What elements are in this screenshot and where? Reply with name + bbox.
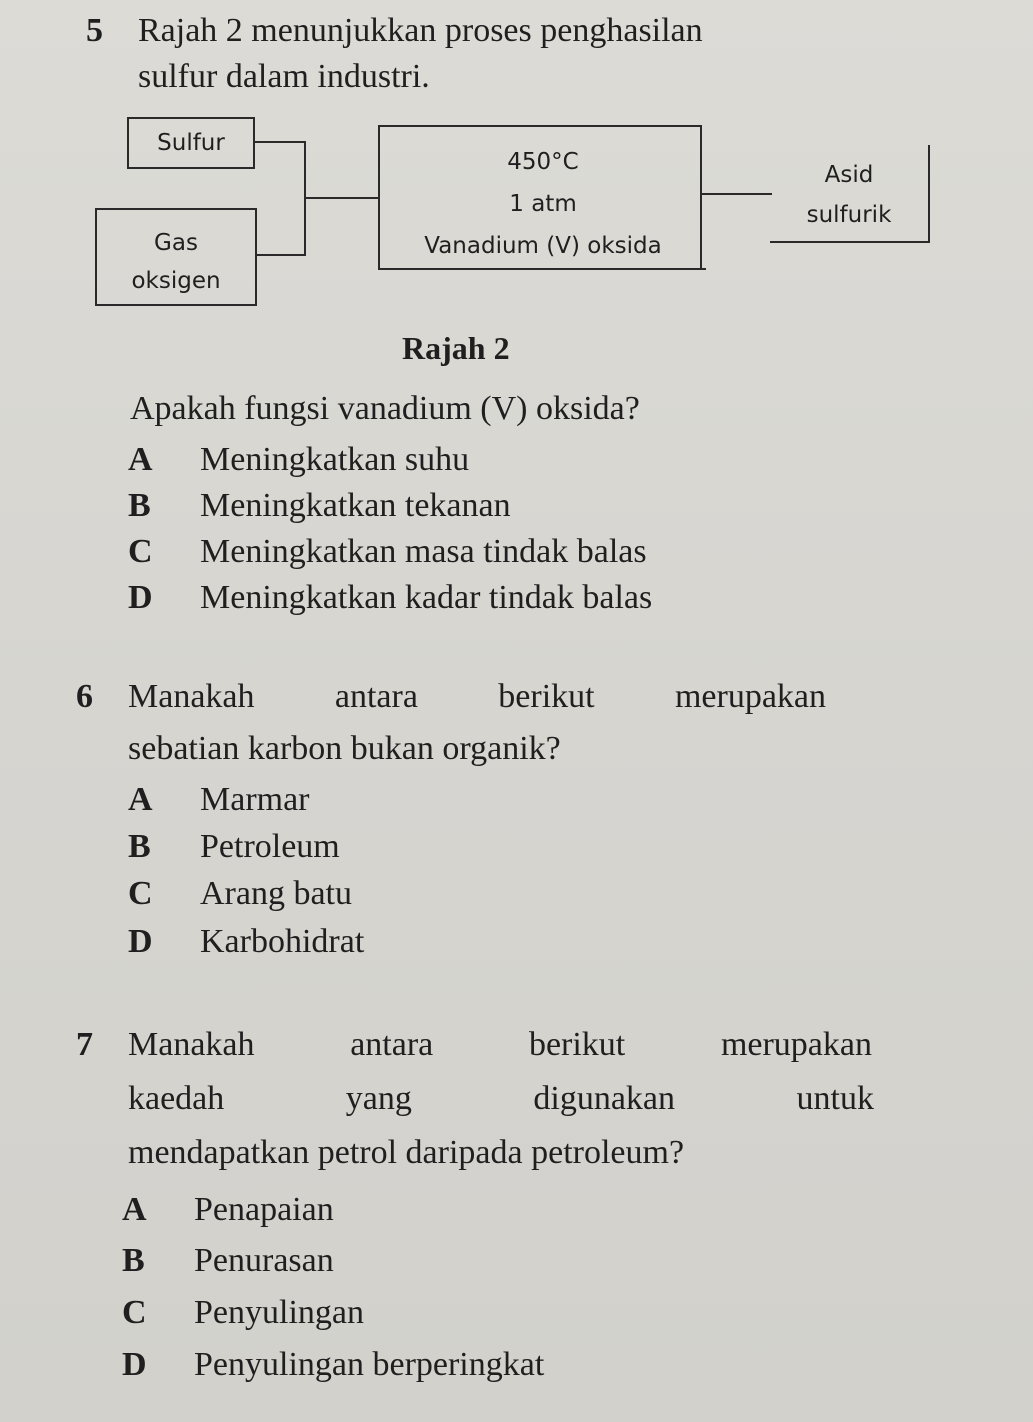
sulfur-label: Sulfur (157, 130, 225, 156)
option-text: Penurasan (194, 1242, 334, 1279)
condition-pressure: 1 atm (509, 191, 577, 217)
q7-word: kaedah (128, 1080, 225, 1117)
q6-stem-line1 (76, 674, 826, 720)
q7-word: untuk (796, 1080, 874, 1117)
option-text: Meningkatkan kadar tindak balas (200, 579, 653, 616)
q7-option-a (122, 1190, 334, 1230)
option-letter: C (128, 533, 153, 570)
q7-stem-line2 (128, 1076, 874, 1122)
q6-option-b (128, 827, 340, 867)
product-box (770, 145, 930, 243)
option-letter: C (128, 875, 153, 912)
q6-word: Manakah (128, 678, 255, 715)
q5-option-b (128, 486, 511, 526)
q5-question: Apakah fungsi vanadium (V) oksida? (130, 390, 640, 427)
option-letter: B (128, 487, 151, 524)
q6-number: 6 (76, 678, 93, 715)
q7-word: Manakah (128, 1026, 255, 1063)
q7-word: berikut (528, 1026, 626, 1063)
connector-oxygen (257, 254, 305, 256)
q5-stem-text: Rajah 2 menunjukkan proses penghasilan (138, 12, 703, 49)
connector-sulfur (255, 141, 305, 143)
q7-number: 7 (76, 1026, 93, 1063)
option-text: Meningkatkan suhu (200, 441, 470, 478)
oxygen-box (95, 208, 257, 306)
option-letter: D (128, 923, 153, 960)
option-letter: B (122, 1242, 145, 1279)
condition-catalyst: Vanadium (V) oksida (424, 233, 662, 259)
q6-stem-line2: sebatian karbon bukan organik? (128, 730, 561, 767)
option-letter: A (128, 781, 153, 818)
reactor-box (378, 125, 706, 270)
q7-stem-line1 (76, 1022, 872, 1068)
option-letter: D (128, 579, 153, 616)
q6-word: merupakan (674, 678, 826, 715)
q6-word: berikut (498, 678, 595, 715)
option-text: Meningkatkan masa tindak balas (200, 533, 647, 570)
sulfur-box (127, 117, 255, 169)
option-text: Arang batu (200, 875, 353, 912)
option-text: Karbohidrat (200, 923, 365, 960)
q7-stem-line3: mendapatkan petrol daripada petroleum? (128, 1134, 685, 1171)
q7-option-c (122, 1293, 364, 1333)
reactor-top-edge (378, 125, 700, 127)
option-text: Penapaian (194, 1191, 334, 1228)
option-letter: C (122, 1294, 147, 1331)
q5-stem-line1 (86, 8, 703, 54)
option-letter: D (122, 1346, 147, 1383)
option-letter: B (128, 828, 151, 865)
q7-word: antara (350, 1026, 434, 1063)
q6-option-a (128, 780, 310, 820)
q7-word: digunakan (533, 1080, 676, 1117)
reactor-right-edge (700, 125, 702, 270)
q5-stem-line2: sulfur dalam industri. (138, 58, 430, 95)
option-text: Marmar (200, 781, 310, 818)
diagram-caption: Rajah 2 (402, 330, 510, 366)
condition-temperature: 450°C (507, 149, 579, 175)
option-text: Petroleum (200, 828, 340, 865)
q5-option-a (128, 440, 469, 480)
option-letter: A (128, 441, 153, 478)
q5-option-d (128, 578, 652, 618)
option-text: Penyulingan (194, 1294, 364, 1331)
option-letter: A (122, 1191, 147, 1228)
q5-number: 5 (86, 12, 103, 49)
option-text: Meningkatkan tekanan (200, 487, 511, 524)
option-text: Penyulingan berperingkat (194, 1346, 545, 1383)
connector-to-reactor (306, 197, 380, 199)
product-label-line1: Asid (824, 162, 874, 188)
oxygen-label-line1: Gas (154, 230, 198, 256)
q7-option-d (122, 1345, 544, 1385)
q6-option-c (128, 874, 352, 914)
connector-to-product (702, 193, 772, 195)
product-label-line2: sulfurik (806, 202, 892, 228)
q7-word: merupakan (720, 1026, 872, 1063)
q7-word: yang (345, 1080, 412, 1117)
q6-word: antara (334, 678, 418, 715)
q6-option-d (128, 922, 364, 962)
q5-option-c (128, 532, 647, 572)
oxygen-label-line2: oksigen (131, 268, 221, 294)
q7-option-b (122, 1241, 334, 1281)
